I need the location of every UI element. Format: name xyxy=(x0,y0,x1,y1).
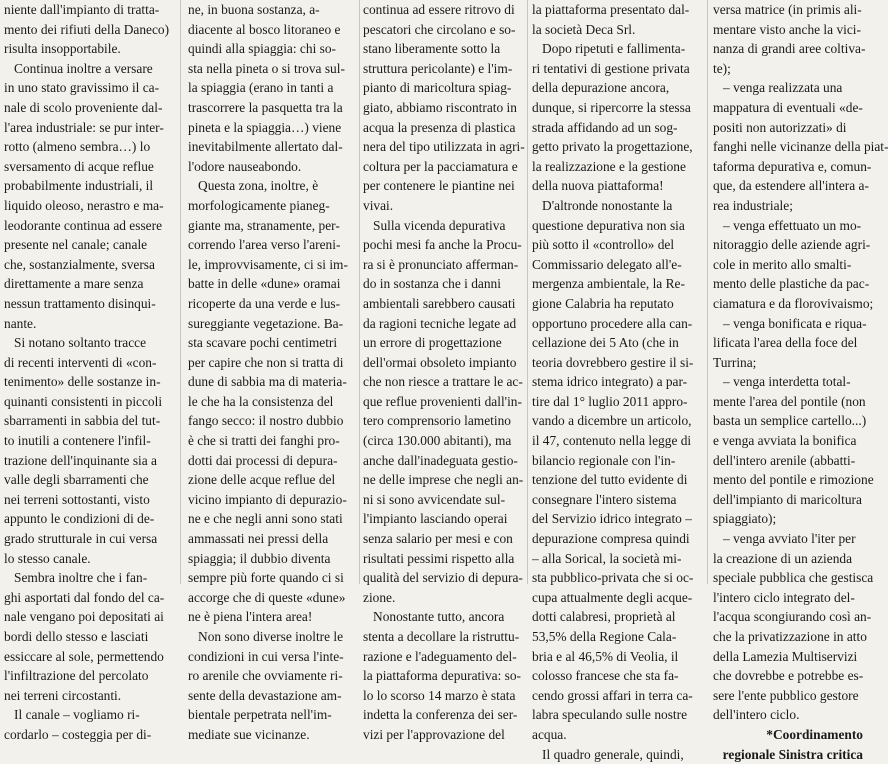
text-line: coltura per la pacciamatura e xyxy=(363,158,518,174)
text-line: to inutili a contenere l'infil- xyxy=(4,433,151,449)
text-line: pescatori che circolano e so- xyxy=(363,21,516,37)
text-line: stenta a decollare la ristruttu- xyxy=(363,629,520,644)
text-line: (circa 130.000 abitanti), ma xyxy=(363,433,512,449)
text-line: do in sostanza che i danni xyxy=(363,276,501,292)
text-line: pochi mesi fa anche la Procu- xyxy=(363,237,522,253)
article-column-1 xyxy=(4,0,172,742)
column-divider xyxy=(359,0,360,584)
column-divider xyxy=(707,0,708,584)
text-line: e venga avviata la bonifica xyxy=(713,433,857,449)
text-line: tenzione del tutto evidente di xyxy=(532,472,688,488)
text-line: leodorante continua ad essere xyxy=(4,217,163,233)
text-line: bria e al 46,5% di Veolia, il xyxy=(532,648,679,664)
text-line: taforma depurativa e, comun- xyxy=(713,158,872,174)
text-line: dell'ormai obsoleto impianto xyxy=(363,354,517,370)
text-line: ne delle imprese che negli an- xyxy=(363,472,524,488)
text-line: sta nella pineta o si trova sul- xyxy=(188,60,345,76)
text-line: quindi alla spiaggia: chi so- xyxy=(188,41,337,57)
text-line: zione. xyxy=(363,589,396,605)
text-line: che la privatizzazione in atto xyxy=(713,629,867,644)
text-line: direttamente a mare senza xyxy=(4,276,144,292)
text-line: sureggiante vegetazione. Ba- xyxy=(188,315,344,331)
text-line: senza salario per mesi e con xyxy=(363,531,513,547)
text-line: sente della devastazione am- xyxy=(188,687,342,703)
text-line: l'area industriale: se pur inter- xyxy=(4,119,164,135)
text-line: dune di sabbia ma di materia- xyxy=(188,374,347,390)
text-line: le, improvvisamente, ci si im- xyxy=(188,256,348,272)
text-line: ne e che negli anni sono stati xyxy=(188,511,343,527)
text-line: nessun trattamento disinqui- xyxy=(4,295,156,311)
text-line: liquido oleoso, nerastro e ma- xyxy=(4,197,164,213)
text-line: la creazione di un azienda xyxy=(713,550,853,566)
text-line: le che ha la consistenza del xyxy=(188,393,334,409)
text-line: Il quadro generale, quindi, xyxy=(532,746,684,762)
text-line: zione delle acque reflue del xyxy=(188,472,336,488)
text-line: stema idrico integrato) a par- xyxy=(532,374,688,390)
text-line: nitoraggio delle aziende agri- xyxy=(713,237,871,253)
text-line: per capire che non si tratta di xyxy=(188,354,344,370)
text-line: nanza di grandi aree coltiva- xyxy=(713,41,866,57)
text-line: giante ma, stranamente, per- xyxy=(188,217,340,233)
text-line: ne è piena l'intera area! xyxy=(188,609,313,625)
text-line: Sembra inoltre che i fan- xyxy=(4,570,148,586)
text-line: per contenere le piantine nei xyxy=(363,178,515,194)
text-line: cole in merito allo smalti- xyxy=(713,256,852,272)
text-line: rea industriale; xyxy=(713,197,793,213)
text-line: nera del tipo utilizzata in agri- xyxy=(363,139,525,155)
text-line: batte in delle «dune» oramai xyxy=(188,276,341,292)
text-line: 53,5% della Regione Cala- xyxy=(532,629,677,644)
text-line: la realizzazione e la gestione xyxy=(532,158,686,174)
text-line: acqua la presenza di plastica xyxy=(363,119,516,135)
text-line: depurazione compresa quindi xyxy=(532,531,690,547)
text-line: è che si tratti dei fanghi pro- xyxy=(188,433,340,449)
text-line: correndo l'area verso l'areni- xyxy=(188,237,341,253)
text-line: – venga bonificata e riqua- xyxy=(713,315,867,331)
text-line: ri tentativi di gestione privata xyxy=(532,60,690,76)
text-line: della depurazione ancora, xyxy=(532,80,670,96)
text-line: ricoperte da una verde e lus- xyxy=(188,295,341,311)
text-line: Sulla vicenda depurativa xyxy=(363,217,506,233)
text-line: la società Deca Srl. xyxy=(532,21,636,37)
text-line: l'intero ciclo integrato del- xyxy=(713,589,855,605)
text-line: nei terreni circostanti. xyxy=(4,687,122,703)
text-line: del Servizio idrico integrato – xyxy=(532,511,692,527)
text-line: ne, in buona sostanza, a- xyxy=(188,2,320,17)
text-line: ghi asportati dal fondo del ca- xyxy=(4,589,165,605)
text-line: strada affidando ad un sog- xyxy=(532,119,678,135)
text-line: Si notano soltanto tracce xyxy=(4,335,147,351)
text-line: la spiaggia (erano in tanti a xyxy=(188,80,334,96)
signature xyxy=(713,725,863,764)
text-line: sta scavare pochi centimetri xyxy=(188,335,338,351)
text-line: Non sono diverse inoltre le xyxy=(188,629,344,644)
text-line: più sotto il «controllo» del xyxy=(532,237,675,253)
text-line: grado strutturale in cui versa xyxy=(4,531,158,547)
text-line: qualità del servizio di depura- xyxy=(363,570,523,586)
text-line: Commissario delegato all'e- xyxy=(532,256,682,272)
text-line: diacente al bosco litoraneo e xyxy=(188,21,341,37)
text-line: versa matrice (in primis ali- xyxy=(713,2,862,17)
text-line: condizioni in cui versa l'inte- xyxy=(188,648,344,664)
text-line: Nonostante tutto, ancora xyxy=(363,609,505,625)
article-column-5 xyxy=(713,0,888,762)
text-line: fango secco: il nostro dubbio xyxy=(188,413,344,429)
text-line: dunque, si ripercorre la stessa xyxy=(532,99,691,115)
text-line: fanghi nelle vicinanze della piat- xyxy=(713,139,888,155)
text-line: consegnare l'intero sistema xyxy=(532,491,677,507)
text-line: della Lamezia Multiservizi xyxy=(713,648,858,664)
text-line: inevitabilmente allertato dal- xyxy=(188,139,343,155)
text-line: Dopo ripetuti e fallimenta- xyxy=(532,41,686,57)
text-line: – venga effettuato un mo- xyxy=(713,217,862,233)
text-line: tenimento» delle sostanze in- xyxy=(4,374,161,390)
text-line: cupa attualmente degli acque- xyxy=(532,589,693,605)
text-line: nale vengano poi depositati ai xyxy=(4,609,164,625)
article-column-2 xyxy=(188,0,356,742)
article-column-4 xyxy=(532,0,702,762)
text-line: – alla Sorical, la società mi- xyxy=(532,550,682,566)
text-line: Continua inoltre a versare xyxy=(4,60,153,76)
text-line: nante. xyxy=(4,315,37,331)
text-line: la piattaforma depurativa: so- xyxy=(363,668,522,684)
text-line: quinanti consistenti in piccoli xyxy=(4,393,163,409)
text-line: mento dei rifiuti della Daneco) xyxy=(4,21,170,37)
text-line: questione depurativa non sia xyxy=(532,217,685,233)
text-line: anche dall'inadeguata gestio- xyxy=(363,452,518,468)
text-line: essiccare al sole, permettendo xyxy=(4,648,164,664)
text-line: l'impianto lasciando operai xyxy=(363,511,508,527)
text-line: pineta e la spiaggia…) viene xyxy=(188,119,342,135)
text-line: in uno stato gravissimo il ca- xyxy=(4,80,160,96)
text-line: mento del pontile e rimozione xyxy=(713,472,874,488)
signature-line: regionale Sinistra critica xyxy=(722,746,863,762)
text-line: l'odore nauseabondo. xyxy=(188,158,302,174)
text-line: mappatura di eventuali «de- xyxy=(713,99,863,115)
text-line: sta pubblico-privata che si oc- xyxy=(532,570,694,586)
text-line: nale di scolo proveniente dal- xyxy=(4,99,163,115)
text-line: labra speculando sulle nostre xyxy=(532,707,688,723)
text-line: risultati pessimi rispetto alla xyxy=(363,550,515,566)
text-line: sempre più forte quando ci si xyxy=(188,570,344,586)
text-line: lo lo scorso 14 marzo è stata xyxy=(363,687,516,703)
text-line: Il canale – vogliamo ri- xyxy=(4,707,140,723)
text-line: sere l'ente pubblico gestore xyxy=(713,687,859,703)
text-line: sversamento di acque reflue xyxy=(4,158,154,174)
text-line: il 47, contenuto nella legge di xyxy=(532,433,692,449)
text-line: trascorrere la pasquetta tra la xyxy=(188,99,343,115)
text-line: la piattaforma presentato dal- xyxy=(532,2,690,17)
text-line: cendo grossi affari in terra ca- xyxy=(532,687,693,703)
text-line: que reflue provenienti dall'in- xyxy=(363,393,522,409)
text-line: che dovrebbe e potrebbe es- xyxy=(713,668,864,684)
text-line: l'acqua scongiurando così an- xyxy=(713,609,872,625)
text-line: niente dall'impianto di tratta- xyxy=(4,2,160,17)
text-line: dotti dai processi di depura- xyxy=(188,452,338,468)
text-line: rotto (almeno sembra…) lo xyxy=(4,139,151,155)
text-line: vivai. xyxy=(363,197,394,213)
text-line: da ragioni tecniche legate ad xyxy=(363,315,517,331)
text-line: ciamatura e da florovivaismo; xyxy=(713,295,874,311)
text-line: accorge che di queste «dune» xyxy=(188,589,346,605)
article-column-3 xyxy=(363,0,531,742)
text-line: dell'intero ciclo. xyxy=(713,707,800,723)
text-line: mentare visto anche la vici- xyxy=(713,21,861,37)
text-line: mediate sue vicinanze. xyxy=(188,726,310,742)
text-line: valle degli sbarramenti che xyxy=(4,472,149,488)
text-line: sbarramenti in sabbia del tut- xyxy=(4,413,161,429)
text-line: della nuova piattaforma! xyxy=(532,178,664,194)
text-line: ra si è pronunciato afferman- xyxy=(363,256,519,272)
text-line: speciale pubblica che gestisca xyxy=(713,570,874,586)
text-line: bordi dello stesso e lasciati xyxy=(4,629,149,644)
text-line: bilancio regionale con l'in- xyxy=(532,452,676,468)
text-line: ro arenile che ovviamente ri- xyxy=(188,668,343,684)
text-line: lificata l'area della foce del xyxy=(713,335,858,351)
text-line: acqua. xyxy=(532,726,567,742)
text-line: mergenza ambientale, la Re- xyxy=(532,276,685,292)
text-line: dell'intero arenile (abbatti- xyxy=(713,452,856,468)
column-divider xyxy=(180,0,181,584)
text-line: bientale perpetrata nell'im- xyxy=(188,707,332,723)
text-line: lo stesso canale. xyxy=(4,550,91,566)
text-line: probabilmente industriali, il xyxy=(4,178,154,194)
text-line: gione Calabria ha reputato xyxy=(532,295,674,311)
text-line: – venga avviato l'iter per xyxy=(713,531,856,547)
text-line: tire dal 1° luglio 2011 appro- xyxy=(532,393,688,409)
text-line: cordarlo – costeggia per di- xyxy=(4,726,152,742)
text-line: presente nel canale; canale xyxy=(4,237,148,253)
text-line: vizi per l'approvazione del xyxy=(363,726,505,742)
text-line: vando a dicembre un articolo, xyxy=(532,413,692,429)
text-line: che non riesce a trattare le ac- xyxy=(363,374,523,390)
text-line: continua ad essere ritrovo di xyxy=(363,2,515,17)
text-line: Turrina; xyxy=(713,354,757,370)
text-line: spiaggia; il dubbio diventa xyxy=(188,550,331,566)
text-line: – venga interdetta total- xyxy=(713,374,851,390)
text-line: D'altronde nonostante la xyxy=(532,197,673,213)
text-line: risulta insopportabile. xyxy=(4,41,121,57)
text-line: giato, abbiamo riscontrato in xyxy=(363,99,517,115)
text-line: ni si sono avvicendate sul- xyxy=(363,491,506,507)
text-line: morfologicamente pianeg- xyxy=(188,197,330,213)
text-line: l'infiltrazione del percolato xyxy=(4,668,149,684)
text-line: nei terreni sottostanti, visto xyxy=(4,491,150,507)
text-line: Questa zona, inoltre, è xyxy=(188,178,319,194)
text-line: che, sostanzialmente, sversa xyxy=(4,256,155,272)
text-line: appunto le condizioni di de- xyxy=(4,511,155,527)
text-line: mente l'area del pontile (non xyxy=(713,393,866,409)
text-line: que, da estendere all'intera a- xyxy=(713,178,869,194)
text-line: – venga realizzata una xyxy=(713,80,843,96)
text-line: tero comprensorio lametino xyxy=(363,413,511,429)
text-line: dell'impianto di maricoltura xyxy=(713,491,862,507)
text-line: ambientali sarebbero causati xyxy=(363,295,516,311)
text-line: indetta la conferenza dei ser- xyxy=(363,707,518,723)
text-line: teoria dovrebbero gestire il si- xyxy=(532,354,694,370)
text-line: dotti calabresi, proprietà al xyxy=(532,609,676,625)
text-line: te); xyxy=(713,60,731,76)
text-line: trazione dell'inquinante sia a xyxy=(4,452,157,468)
text-line: razione e l'adeguamento del- xyxy=(363,648,517,664)
text-line: cellazione dei 5 Ato (che in xyxy=(532,335,679,351)
text-line: stano liberamente sotto la xyxy=(363,41,501,57)
text-line: getto privato la progettazione, xyxy=(532,139,693,155)
text-line: un errore di progettazione xyxy=(363,335,502,351)
text-line: spiaggiato); xyxy=(713,511,777,527)
text-line: positi non autorizzati» di xyxy=(713,119,847,135)
text-line: colosso francese che sta fa- xyxy=(532,668,679,684)
text-line: mento delle plastiche da pac- xyxy=(713,276,870,292)
text-line: opportuno procedere alla can- xyxy=(532,315,693,331)
text-line: struttura pericolante) e l'im- xyxy=(363,60,513,76)
text-line: basta un semplice cartello...) xyxy=(713,413,867,429)
text-line: ammassati nei pressi della xyxy=(188,531,329,547)
text-line: pianto di maricoltura spiag- xyxy=(363,80,512,96)
text-line: di recenti interventi di «con- xyxy=(4,354,157,370)
signature-line: *Coordinamento xyxy=(766,726,863,742)
text-line: vicino impianto di depurazio- xyxy=(188,491,347,507)
